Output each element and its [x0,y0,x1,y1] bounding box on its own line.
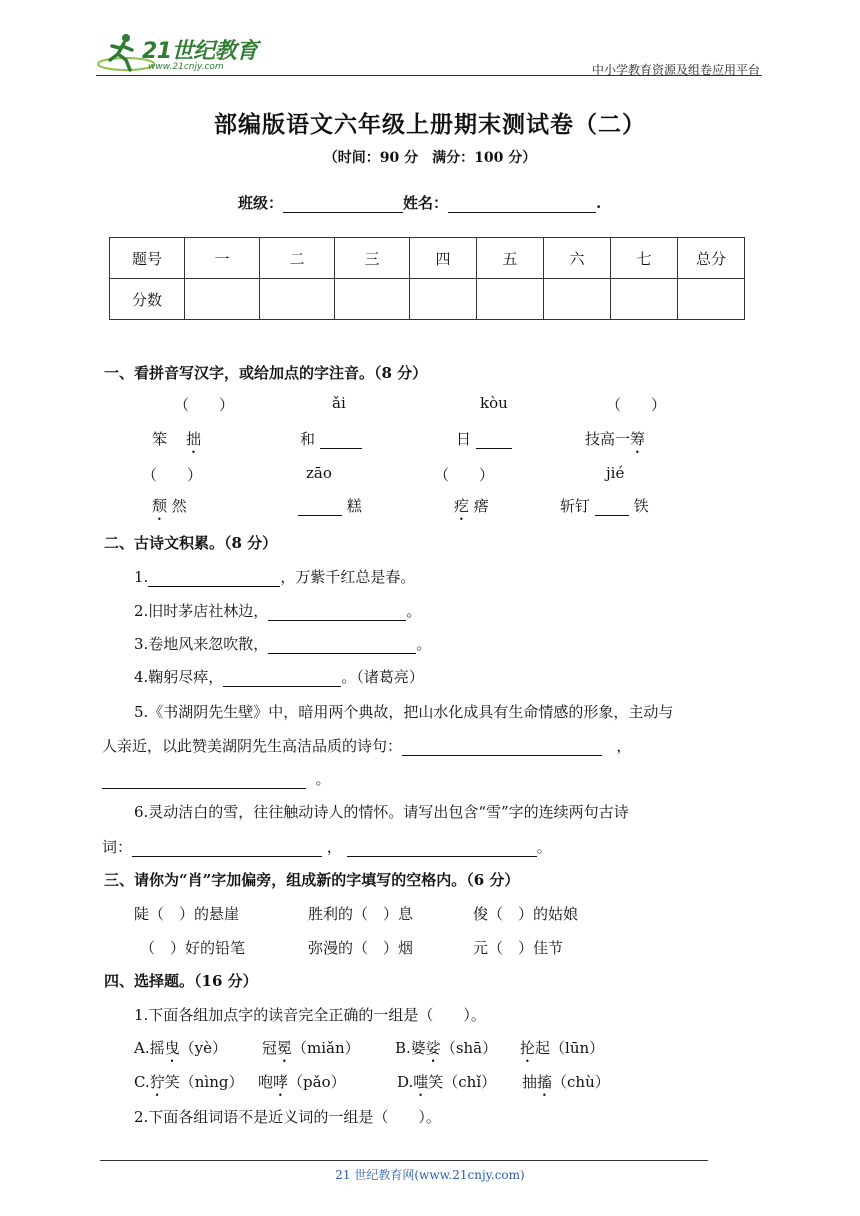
question-text: 1.下面各组加点字的读音完全正确的一组是（ ）。 [134,1006,486,1024]
option-d-2 [522,1071,610,1100]
section-4-title: 四、选择题。（16 分） [104,972,258,990]
score-cell[interactable] [410,279,477,320]
option-text: 笑（nìng） [164,1073,244,1091]
score-cell[interactable] [477,279,544,320]
question-text: 。 [406,602,422,620]
question-line [102,735,631,756]
option-text: （shā） [440,1039,498,1057]
table-row [110,238,745,279]
option-b [395,1037,497,1066]
question-text: 。 [315,770,331,788]
section-1-title: 一、看拼音写汉字，或给加点的字注音。（8 分） [104,364,428,382]
option-a [134,1037,227,1066]
dotted-char: 曳 [164,1039,180,1057]
option-text: 起（lūn） [535,1039,605,1057]
section-3-title: 三、请你为“肖”字加偏旁，组成新的字填写的空格内。（6 分） [104,871,520,889]
question-text: 5.《书湖阴先生壁》中，暗用两个典故，把山水化成具有生命情感的形象，主动与 [134,703,674,721]
question-text: 1. [134,568,149,586]
dotted-char: 颓 [152,497,168,515]
option-text: 咆 [258,1073,274,1091]
word-item [300,428,362,449]
option-text: 笑（chǐ） [428,1073,497,1091]
fill-item: 胜利的（ ）息 [308,905,414,923]
footer-text: 21 世纪教育网(www.21cnjy.com) [335,1168,525,1182]
question-text: 词： [102,838,133,856]
page-subtitle: （时间：90 分 满分：100 分） [323,150,537,166]
question-line [102,768,331,789]
option-text: B.婆 [395,1039,426,1057]
option-text: D. [397,1073,414,1091]
word-char: 笨 [152,430,168,448]
option-a-2 [262,1037,360,1066]
name-blank[interactable] [448,212,596,213]
dotted-char: 搐 [537,1073,553,1091]
table-cell: 二 [260,238,335,279]
word-item [585,428,645,457]
table-cell: 分数 [110,279,185,320]
dotted-char: 哮 [273,1073,289,1091]
question-text: 4.鞠躬尽瘁， [134,668,224,686]
class-name-line [238,192,601,213]
answer-blank[interactable] [402,755,602,756]
answer-blank[interactable] [102,788,306,789]
option-text: （chù） [552,1073,610,1091]
fill-item: 弥漫的（ ）烟 [308,939,414,957]
score-cell[interactable] [611,279,678,320]
question-text: 2.下面各组词语不是近义词的一组是（ ）。 [134,1108,441,1126]
fill-item: 陡（ ）的悬崖 [134,905,240,923]
pinyin-item: （ ） [174,396,235,414]
dotted-char: 疙 [454,497,470,515]
table-cell: 六 [544,238,611,279]
option-c-2 [258,1071,346,1100]
pinyin-item: jié [606,464,625,482]
dotted-char: 筹 [630,430,646,448]
option-text: 抽 [522,1073,538,1091]
dotted-char: 嗤 [413,1073,429,1091]
dotted-char: 冕 [277,1039,293,1057]
name-label: 姓名： [403,194,449,212]
score-cell[interactable] [260,279,335,320]
pinyin-item: zāo [306,464,332,482]
answer-blank[interactable] [476,448,512,449]
word-item [152,495,187,524]
word-char: 日 [456,430,472,448]
table-cell: 总分 [678,238,745,279]
answer-blank[interactable] [223,686,341,687]
word-char: 技高一 [585,430,631,448]
question-text: ， [326,838,342,856]
answer-blank[interactable] [298,515,342,516]
answer-blank[interactable] [595,515,629,516]
option-text: C. [134,1073,150,1091]
question-line [134,600,421,621]
word-char: 瘩 [473,497,489,515]
table-cell: 七 [611,238,678,279]
fill-item: （ ）好的铅笔 [140,939,246,957]
word-char: 然 [171,497,187,515]
score-cell[interactable] [335,279,410,320]
question-text: 。 [536,838,552,856]
page-title: 部编版语文六年级上册期末测试卷（二） [214,111,646,138]
score-cell[interactable] [678,279,745,320]
word-item [454,495,489,524]
question-text: 。 [416,635,432,653]
word-char: 铁 [633,497,649,515]
option-d [397,1071,496,1100]
question-line [102,836,552,857]
answer-blank[interactable] [320,448,362,449]
score-cell[interactable] [544,279,611,320]
question-text: 2.旧时茅店社林边， [134,602,269,620]
table-cell: 一 [185,238,260,279]
answer-blank[interactable] [347,856,537,857]
section-2-title: 二、古诗文积累。（8 分） [104,534,278,552]
fill-item: 元（ ）佳节 [473,939,564,957]
pinyin-item: （ ） [142,466,203,484]
table-cell: 五 [477,238,544,279]
question-line [134,666,424,687]
answer-blank[interactable] [148,586,280,587]
question-text: 。（诸葛亮） [341,668,424,686]
fill-item: 俊（ ）的姑娘 [473,905,579,923]
option-text: A.摇 [134,1039,165,1057]
dotted-char: 娑 [425,1039,441,1057]
table-row [110,279,745,320]
question-text: ，万紫千红总是春。 [280,568,416,586]
class-blank[interactable] [283,212,403,213]
platform-label: 中小学教育资源及组卷应用平台 [591,63,760,77]
word-char: 和 [300,430,316,448]
word-char: 斩钉 [560,497,591,515]
pinyin-item: （ ） [606,396,667,414]
option-text: （pǎo） [288,1073,346,1091]
answer-blank[interactable] [132,856,322,857]
logo-text: 21世纪教育 [142,39,258,64]
question-text: 6.灵动洁白的雪，往往触动诗人的情怀。请写出包含“雪”字的连续两句古诗 [134,803,629,821]
word-char: 糕 [346,497,362,515]
answer-blank[interactable] [268,653,416,654]
footer-divider [100,1160,708,1161]
word-item [560,495,649,516]
option-text: （yè） [179,1039,227,1057]
question-text: 3.卷地风来忽吹散， [134,635,269,653]
dotted-char: 拙 [186,430,202,448]
word-item [456,428,512,449]
pinyin-item: ǎi [332,394,346,412]
option-c [134,1071,243,1100]
header-divider [96,75,762,76]
pinyin-item: kòu [480,394,508,412]
option-text: （miǎn） [292,1039,360,1057]
table-cell: 三 [335,238,410,279]
question-line [134,566,415,587]
dotted-char: 抡 [520,1039,536,1057]
table-cell: 四 [410,238,477,279]
answer-blank[interactable] [268,620,406,621]
table-cell: 题号 [110,238,185,279]
word-item [152,428,201,457]
option-text: 冠 [262,1039,278,1057]
option-b-2 [520,1037,604,1066]
score-cell[interactable] [185,279,260,320]
question-text: ， [616,737,632,755]
pinyin-item: （ ） [434,466,495,484]
class-label: 班级： [238,194,284,212]
question-text: 人亲近，以此赞美湖阴先生高洁品质的诗句： [102,737,403,755]
word-item [298,495,362,516]
dotted-char: 狞 [149,1073,165,1091]
score-table [109,237,745,320]
name-end: . [596,194,602,212]
logo-url: www.21cnjy.com [148,62,224,72]
question-line [134,633,431,654]
